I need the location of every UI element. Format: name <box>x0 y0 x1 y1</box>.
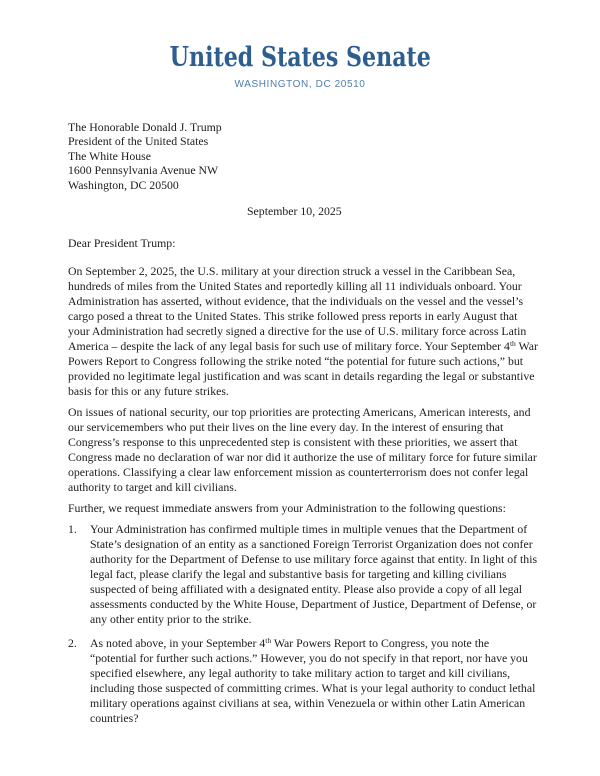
question-2-text-after-superscript: War Powers Report to Congress, you note the “potential for further such actions.” However, you do not specify in that report, nor have you specified elsewhere, any legal authority to take military action to target and kill civilians, including those suspected of committing crimes. What is your legal authority to conduct lethal military operations against civilians at sea, within Venezuela or within other Latin American countries? <box>90 636 536 726</box>
recipient-name-line: The Honorable Donald J. Trump <box>68 120 222 134</box>
ordinal-superscript: th <box>509 339 516 349</box>
question-1-text: Your Administration has confirmed multiple times in multiple venues that the Department of State’s designation of an entity as a sanctioned Foreign Terrorist Organization does not confer authority for the Department of Defense to use military force against that entity. In light of this legal fact, please clarify the legal and substantive basis for targeting and killing civilians suspected of being affiliated with a designated entity. Please also provide a copy of all legal assessments conducted by the White House, Department of Justice, Department of Defense, or any other entity prior to the strike. <box>90 522 538 627</box>
question-2-text-before-superscript: As noted above, in your September 4 <box>90 636 266 651</box>
recipient-street-line: 1600 Pennsylvania Avenue NW <box>68 163 219 178</box>
question-1-number: 1. <box>68 522 77 537</box>
recipient-city-line: Washington, DC 20500 <box>68 177 179 192</box>
senate-letterhead-address: WASHINGTON, DC 20510 <box>234 79 366 90</box>
question-item-1 <box>68 522 538 627</box>
paragraph-request-for-answers: Further, we request immediate answers from your Administration to the following questions: <box>68 501 506 516</box>
question-2-number: 2. <box>68 636 77 651</box>
question-item-2 <box>68 636 538 726</box>
letter-body <box>68 120 538 726</box>
recipient-title-line: President of the United States <box>68 134 209 149</box>
senate-letterhead-title: United States Senate <box>169 42 431 73</box>
questions-list <box>68 522 538 726</box>
ordinal-superscript: th <box>265 636 272 646</box>
paragraph-strike-text-before-superscript: On September 2, 2025, the U.S. military at your direction struck a vessel in the Caribbean Sea, hundreds of miles from the United States and reportedly killing all 11 individuals onboard. Your Administration has asserted, without evidence, that the individuals on the vessel and the vessel’s cargo posed a threat to the United States. This strike followed press reports in early August that your Administration had secretly signed a directive for the use of U.S. military force across Latin America – despite the lack of any legal basis for such use of military force. Your September 4 <box>68 264 527 354</box>
letter-date: September 10, 2025 <box>247 204 342 219</box>
letterhead-title-row <box>0 44 600 74</box>
recipient-address-block <box>68 120 538 192</box>
salutation: Dear President Trump: <box>68 236 176 251</box>
recipient-residence-line: The White House <box>68 148 151 163</box>
paragraph-strike-description <box>68 264 538 399</box>
paragraph-national-security-priorities: On issues of national security, our top priorities are protecting Americans, American interests, and our servicemembers who put their lives on the line every day. In the interest of ensuring that Congress’s response to this unprecedented step is consistent with these priorities, we assert that Congress made no declaration of war nor did it authorize the use of military force for future similar operations. Classifying a clear law enforcement mission as counterterrorism does not confer legal authority to target and kill civilians. <box>68 405 537 495</box>
question-2-text <box>90 636 538 726</box>
paragraph-strike-text-after-superscript: War Powers Report to Congress following the strike noted “the potential for future such actions,” but provided no legitimate legal justification and was scant in details regarding the legal or substantive basis for this or any future strikes. <box>68 339 538 399</box>
senate-letterhead <box>0 0 600 90</box>
